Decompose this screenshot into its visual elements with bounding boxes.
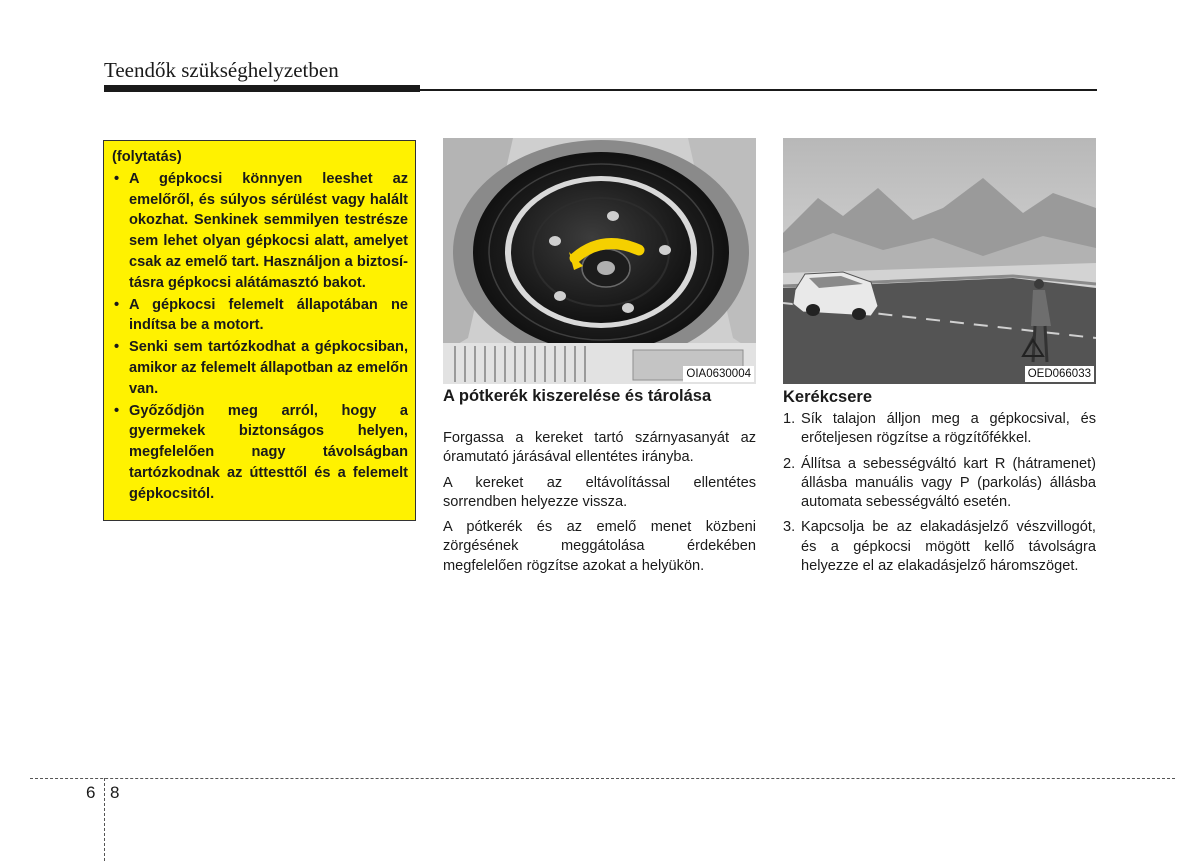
spare-tire-illustration (443, 138, 756, 384)
paragraph: A kereket az eltávolítással ellentétes sorrendben helyezze vissza. (443, 474, 756, 510)
warning-item: • Senki sem tartózkodhat a gépkocsiban, amikor az felemelt állapotban az emelőn van. (112, 337, 408, 399)
step-number: 2. (783, 455, 796, 472)
tire-change-steps (783, 410, 1096, 582)
warning-box (103, 140, 416, 521)
roadside-illustration (783, 138, 1096, 384)
warning-continued-label: (folytatás) (112, 149, 182, 165)
warning-item: • A gépkocsi könnyen leeshet az emelőről, és súlyos sérülést vagy halált okozhat. Senkinek semmilyen testrésze sem lehet olyan gépkocsi alatt, amelyet csak az emelő tart. Használjon a biztosításra gépkocsi alátámasztó bakot. (112, 169, 408, 294)
figure-code: OED066033 (1025, 366, 1094, 382)
page-section-number: 6 (86, 783, 96, 802)
step-item (783, 410, 1096, 449)
section-title-spare-tire: A pótkerék kiszerelése és tárolása (443, 387, 712, 405)
step-text: Állítsa a sebességváltó kart R (hátramenet) állásba manuális vagy P (parkolás) állásba automata sebességváltó esetén. (801, 455, 1096, 511)
footer-divider (30, 778, 1175, 779)
warning-list (112, 169, 408, 505)
spare-tire-body (443, 429, 756, 582)
warning-item: • A gépkocsi felemelt állapotában ne indítsa be a motort. (112, 295, 408, 337)
spare-tire-drawing (443, 138, 756, 384)
step-text: Sík talajon álljon meg a gépkocsival, és erőteljesen rögzítse a rögzítőfékkel. (801, 411, 1096, 447)
page-number: 8 (110, 783, 120, 802)
roadside-drawing (783, 138, 1096, 384)
figure-code: OIA0630004 (683, 366, 754, 382)
step-item (783, 455, 1096, 513)
page-header-title: Teendők szükséghelyzetben (104, 58, 339, 82)
paragraph: Forgassa a kereket tartó szárnyasanyát az óramutató járásával ellentétes irányba. (443, 430, 756, 466)
step-number: 3. (783, 519, 796, 536)
step-item (783, 518, 1096, 576)
warning-item: • Győződjön meg arról, hogy a gyermekek biztonságos helyen, megfelelően nagy távolságban tartózkodnak az úttesttől és a felemelt gépkocsitól. (112, 401, 408, 505)
step-text: Kapcsolja be az elakadásjelző vészvillogót, és a gépkocsi mögött kellő távolságra helyezze el az elakadásjelző háromszöget. (801, 519, 1096, 575)
paragraph: A pótkerék és az emelő menet közbeni zörgésének meggátolása érdekében megfelelően rögzítse azokat a helyükön. (443, 519, 756, 574)
section-title-tire-change: Kerékcsere (783, 388, 872, 406)
header-rule-accent (104, 85, 420, 92)
step-number: 1. (783, 411, 796, 427)
footer-vertical-divider (104, 778, 105, 861)
